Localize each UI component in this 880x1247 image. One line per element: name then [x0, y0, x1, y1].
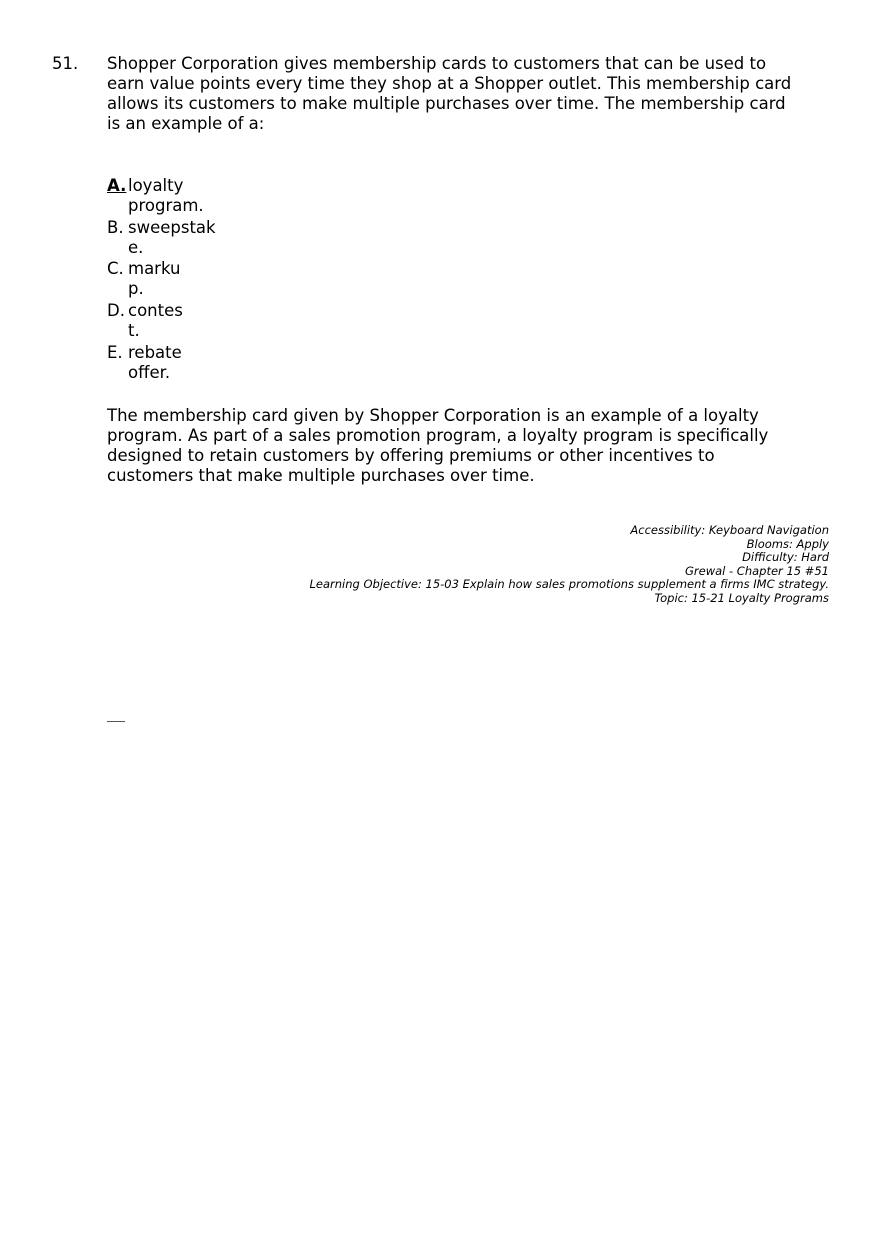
choice-a-letter: A. — [107, 176, 127, 195]
meta-difficulty: Difficulty: Hard — [742, 550, 829, 565]
choice-b-letter: B. — [107, 217, 124, 237]
choice-b-text: sweepstak e. — [128, 217, 216, 257]
choice-e-letter: E. — [107, 342, 123, 362]
choice-a — [107, 176, 247, 218]
choice-e-text: rebate offer. — [128, 342, 182, 382]
choice-a-text: loyalty program. — [128, 176, 204, 215]
choice-e — [107, 343, 247, 385]
question-metadata — [309, 524, 829, 606]
meta-source: Grewal - Chapter 15 #51 — [684, 563, 829, 578]
meta-learning-objective: Learning Objective: 15-03 Explain how sales promotions supplement a firms IMC strategy. — [309, 577, 829, 592]
choice-d-letter: D. — [107, 301, 125, 321]
choice-c-text: marku p. — [128, 259, 181, 299]
choice-d-text: contes t. — [128, 301, 183, 341]
choice-d — [107, 301, 247, 343]
answer-explanation: The membership card given by Shopper Corporation is an example of a loyalty program. As part of a sales promotion program, a loyalty program is specifically designed to retain customers by offering premiums or other incentives to customers that make multiple purchases over time. — [107, 406, 769, 485]
meta-blooms: Blooms: Apply — [746, 536, 829, 551]
meta-topic: Topic: 15-21 Loyalty Programs — [654, 590, 829, 605]
meta-accessibility: Accessibility: Keyboard Navigation — [630, 523, 829, 537]
question-number: 51. — [52, 54, 79, 73]
answer-choices — [107, 176, 247, 384]
question-stem: Shopper Corporation gives membership cards to customers that can be used to earn value points every time they shop at a Shopper outlet. This membership card allows its customers to make multiple purchases over time. The membership card is an example of a: — [107, 54, 792, 133]
choice-b — [107, 218, 247, 260]
choice-c-letter: C. — [107, 259, 124, 279]
choice-c — [107, 259, 247, 301]
footer-divider — [107, 721, 125, 722]
